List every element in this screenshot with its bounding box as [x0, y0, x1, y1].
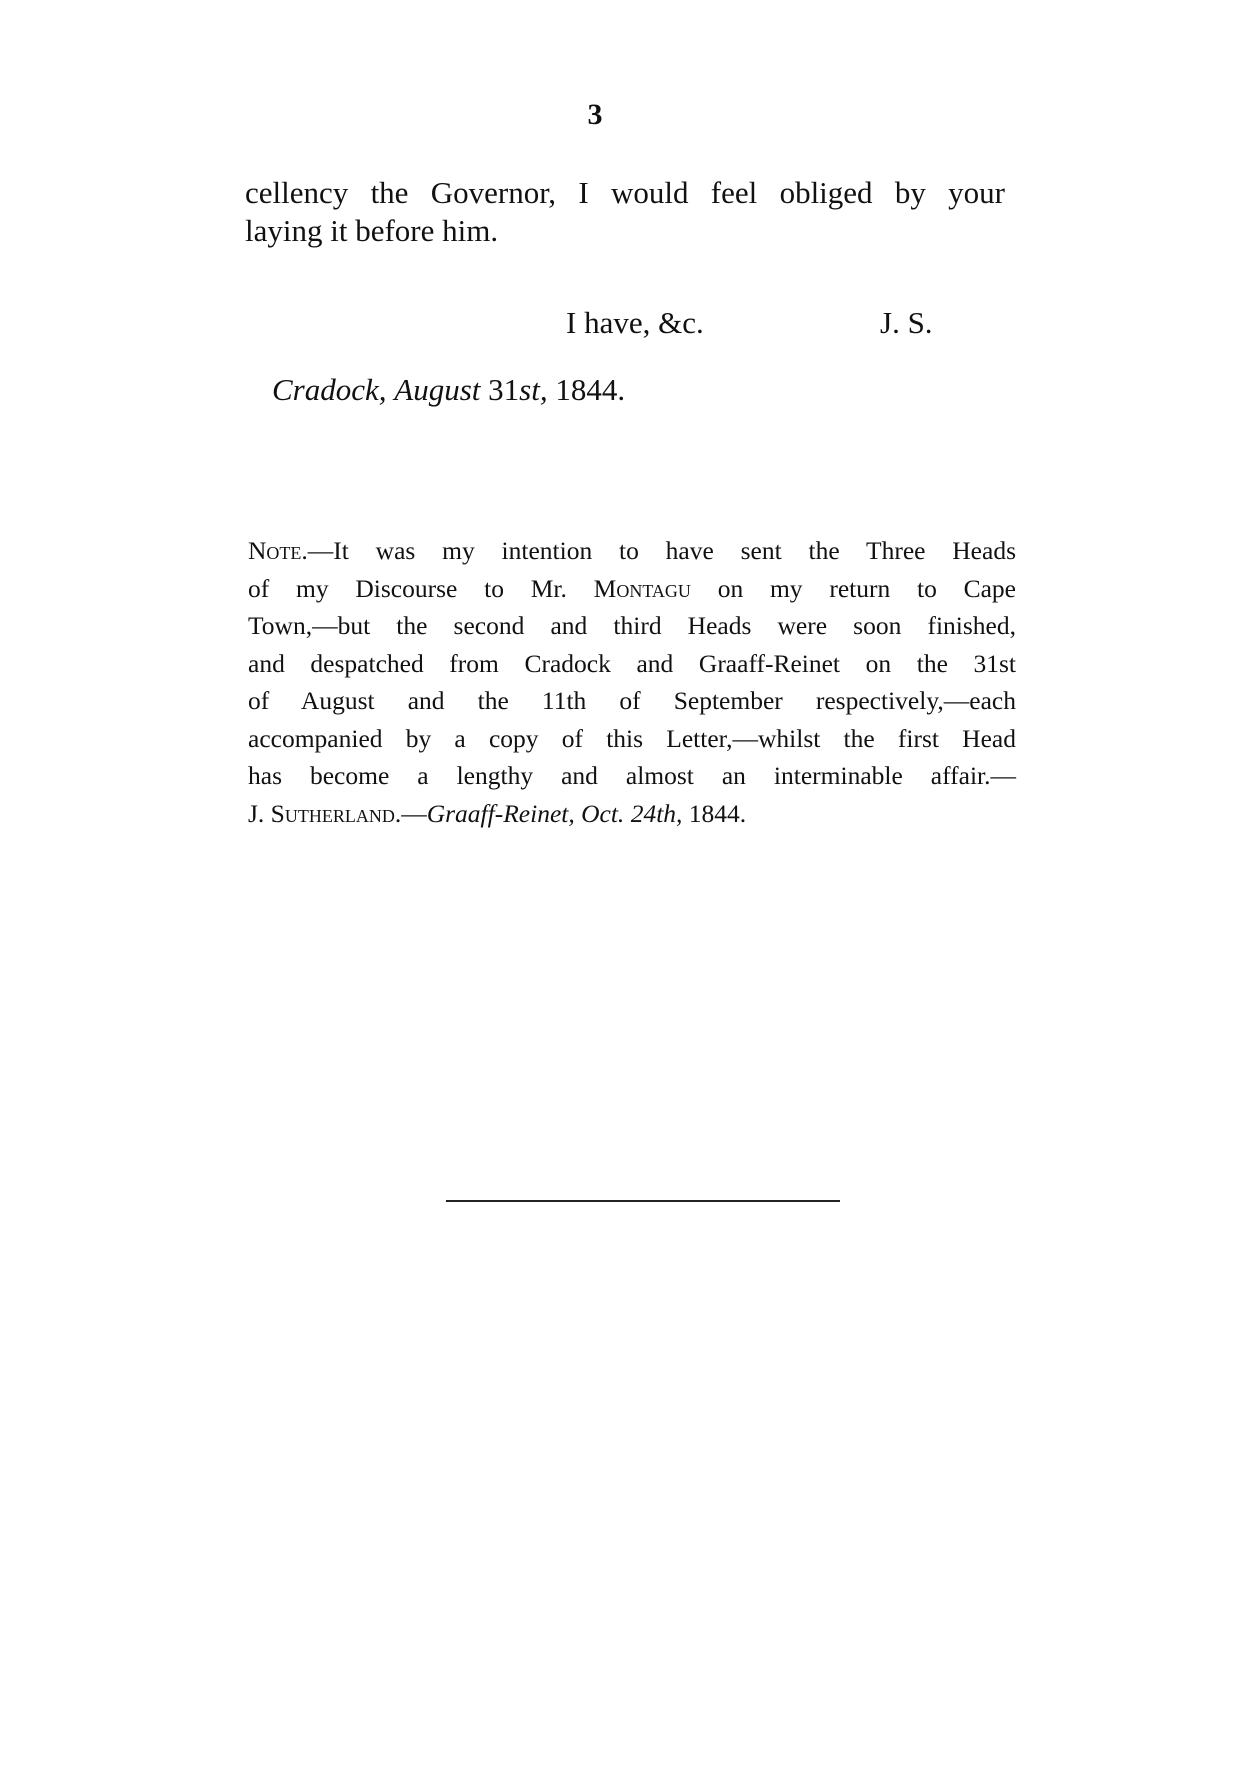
closing-phrase: I have, &c.: [566, 305, 704, 340]
note-label: Note.: [248, 536, 308, 565]
note-line: and despatched from Cradock and Graaff-Reinet on the 31st: [248, 648, 1016, 678]
note-line: has become a lengthy and almost an interminable affair.—: [248, 761, 1016, 790]
note-paragraph: [248, 532, 1016, 832]
note-signature-place: Graaff-Reinet,: [426, 798, 575, 828]
note-signature-line: J. Sutherland.—Graaff-Reinet, Oct. 24th, 1844.: [248, 798, 747, 828]
closing-rule: [446, 1200, 840, 1202]
note-signature-day: 24th,: [630, 798, 683, 828]
note-signature-month: Oct.: [581, 798, 625, 828]
letter-line: laying it before him.: [245, 213, 499, 248]
note-line: of August and the 11th of September respectively,—each: [248, 686, 1016, 715]
dateline-day: 31st,: [488, 372, 548, 407]
letter-dateline: [272, 372, 625, 408]
dateline-place: Cradock,: [272, 372, 387, 407]
note-line: Town,—but the second and third Heads were soon finished,: [248, 611, 1016, 640]
note-name-montagu: Montagu: [593, 573, 691, 603]
closing-initials: J. S.: [880, 305, 933, 340]
dateline-month: August: [394, 372, 481, 407]
note-line: Note.—It was my intention to have sent the Three Heads: [248, 536, 1016, 565]
letter-line: cellency the Governor, I would feel obliged by your: [245, 175, 1005, 210]
note-line: accompanied by a copy of this Letter,—whilst the first Head: [248, 723, 1016, 753]
note-signature-name: J. Sutherland.: [248, 798, 402, 828]
note-line: of my Discourse to Mr. Montagu on my return to Cape: [248, 573, 1017, 603]
page-number: 3: [587, 98, 603, 131]
dateline-year: 1844.: [555, 372, 626, 407]
note-signature-year: 1844.: [688, 798, 747, 828]
